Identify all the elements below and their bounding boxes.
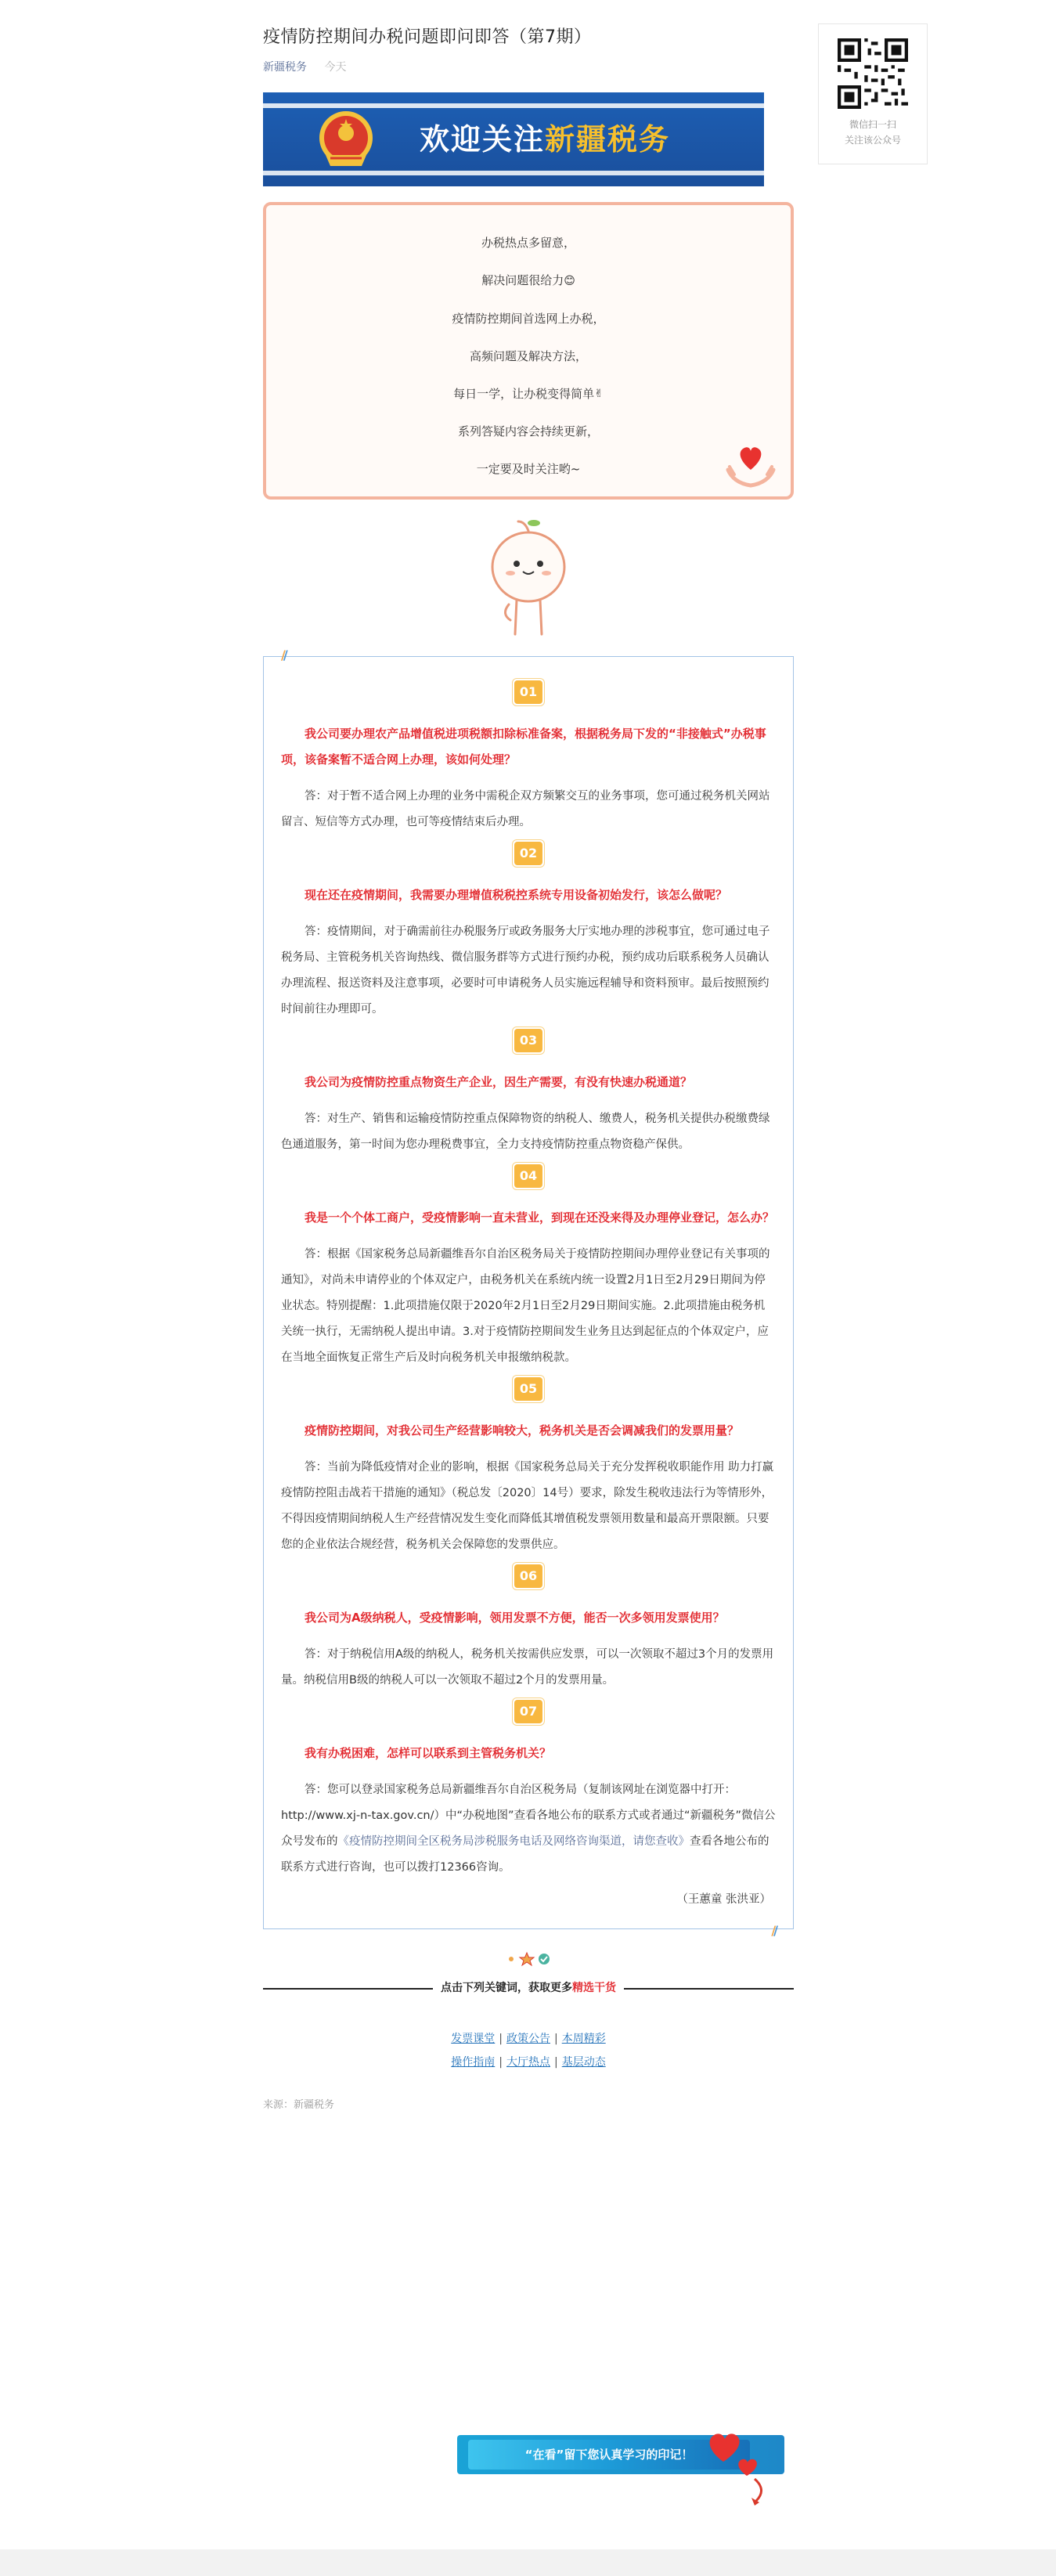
qr-code-icon[interactable] [838, 38, 908, 109]
answer-text: 答：根据《国家税务总局新疆维吾尔自治区税务局关于疫情防控期间办理停业登记有关事项的通知》，对尚未申请停业的个体双定户，由税务机关在系统内统一设置2月1日至2月29日期间为停业状态。特别提醒：1.此项措施仅限于2020年2月1日至2月29日期间实施。2.此项措施由税务机关统一执行，无需纳税人提出申请。3.对于疫情防控期间发生业务且达到起征点的个体双定户，应在当地全面恢复正常生产后及时向税务机关申报缴纳税款。 [281, 1248, 770, 1364]
banner-title [420, 119, 670, 160]
intro-line: 系列答疑内容会持续更新， [457, 424, 599, 438]
source-note: 来源：新疆税务 [263, 2099, 335, 2111]
qr-caption [819, 117, 927, 148]
article-title: 疫情防控期间办税问题即问即答（第7期） [263, 27, 592, 47]
keyword-row: 发票课堂 | 政策公告 | 本周精彩 [451, 2033, 606, 2045]
bottom-bar [0, 2549, 1056, 2576]
corner-slash-decoration: // [281, 648, 286, 662]
question-text: 疫情防控期间，对我公司生产经营影响较大，税务机关是否会调减我们的发票用量？ [305, 1423, 740, 1438]
welcome-banner [263, 92, 764, 186]
question-number-badge: 02 [514, 842, 542, 865]
intro-box [263, 202, 794, 500]
intro-line: 高频问题及解决方法， [469, 348, 587, 363]
article-content [263, 23, 794, 2113]
question-number-badge: 07 [514, 1700, 542, 1723]
intro-line: 解决问题很给力😊 [266, 262, 791, 300]
publish-date: 今天 [324, 61, 347, 74]
account-name-link[interactable]: 新疆税务 [263, 61, 307, 74]
question-text: 我有办税困难，怎样可以联系到主管税务机关？ [305, 1746, 552, 1760]
answer-text: 答：疫情期间，对于确需前往办税服务厅或政务服务大厅实地办理的涉税事宜，您可通过电子税务局、主管税务机关咨询热线、微信服务群等方式进行预约办税，预约成功后联系税务人员确认办理流程、报送资料及注意事项，必要时可申请税务人员实施远程辅导和资料预审。最后按照预约时间前往办理即可。 [281, 925, 770, 1016]
tax-emblem-icon [310, 103, 382, 175]
qr-card [818, 23, 928, 164]
footer-decoration [263, 1951, 794, 1971]
intro-line: 疫情防控期间首选网上办税， [452, 311, 605, 326]
answer-text: 答：对生产、销售和运输疫情防控重点保障物资的纳税人、缴费人，税务机关提供办税缴费绿色通道服务，第一时间为您办理税费事宜，全力支持疫情防控重点物资稳产保供。 [281, 1113, 770, 1151]
question-text: 我是一个个体工商户，受疫情影响一直未营业，到现在还没来得及办理停业登记，怎么办？ [305, 1210, 775, 1225]
question-number-badge: 04 [514, 1164, 542, 1188]
smile-emoji-icon: 😊 [564, 274, 575, 287]
corner-slash-decoration: // [771, 1923, 776, 1938]
keyword-link-hall[interactable]: 大厅热点 [506, 2056, 550, 2069]
question-number-badge: 03 [514, 1029, 542, 1052]
footer-divider [263, 1979, 794, 1997]
question-number-badge: 05 [514, 1377, 542, 1401]
banner-text-prefix: 欢迎关注 [420, 122, 546, 157]
intro-line: 办税热点多留意， [481, 236, 575, 250]
zaikan-banner[interactable] [457, 2424, 786, 2510]
keyword-link-guide[interactable]: 操作指南 [451, 2056, 496, 2069]
qa-frame [263, 648, 794, 1938]
article-link[interactable]: 《疫情防控期间全区税务局涉税服务电话及网络咨询渠道，请您查收》 [337, 1835, 690, 1848]
article-meta [263, 60, 794, 75]
qr-caption-line: 关注该公众号 [844, 135, 901, 146]
keyword-link-weekly[interactable]: 本周精彩 [561, 2033, 606, 2045]
zaikan-text: “在看”留下您认真学习的印记！ [468, 2440, 750, 2470]
banner-text-highlight: 新疆税务 [545, 122, 671, 157]
keyword-links [263, 2027, 794, 2074]
keyword-link-grassroots[interactable]: 基层动态 [561, 2056, 606, 2069]
question-number-badge: 06 [514, 1564, 542, 1588]
qa-item [281, 1700, 776, 1881]
intro-line: 每日一学，让办税变得简单✌ [266, 375, 791, 413]
qa-item [281, 1564, 776, 1694]
keyword-link-policy[interactable]: 政策公告 [506, 2033, 550, 2045]
question-text: 我公司为A级纳税人，受疫情影响，领用发票不方便，能否一次多领用发票使用？ [305, 1611, 725, 1625]
divider-text: 点击下列关键词，获取更多精选干货 [433, 1979, 624, 1997]
heart-hands-icon [723, 438, 778, 490]
answer-text: 答：对于暂不适合网上办理的业务中需税企双方频繁交互的业务事项，您可通过税务机关网站留言、短信等方式办理，也可等疫情结束后办理。 [281, 790, 770, 828]
question-text: 我公司要办理农产品增值税进项税额扣除标准备案，根据税务局下发的“非接触式”办税事项，该备案暂不适合网上办理，该如何处理？ [281, 727, 766, 767]
question-text: 现在还在疫情期间，我需要办理增值税税控系统专用设备初始发行，该怎么做呢？ [305, 888, 728, 902]
divider-accent: 精选干货 [572, 1982, 616, 1994]
keyword-row: 操作指南 | 大厅热点 | 基层动态 [451, 2056, 606, 2069]
qa-item [281, 680, 776, 835]
hearts-icon [692, 2424, 786, 2510]
author-signature: （王蕙童 张洪亚） [676, 1893, 771, 1906]
mascot-illustration-icon [485, 517, 571, 642]
question-number-badge: 01 [514, 680, 542, 704]
qa-item [281, 1377, 776, 1558]
answer-text: 答：您可以登录国家税务总局新疆维吾尔自治区税务局（复制该网址在浏览器中打开：http://www.xj-n-tax.gov.cn/）中“办税地图”查看各地公布的联系方式或者通过“新疆税务”微信公众号发布的《疫情防控期间全区税务局涉税服务电话及网络咨询渠道，请您查收》查看各地公布的联系方式进行咨询，也可以拨打12366咨询。 [281, 1784, 776, 1874]
keyword-link-invoice-class[interactable]: 发票课堂 [451, 2033, 496, 2045]
intro-line: 一定要及时关注哟~ [476, 462, 581, 476]
qr-caption-line: 微信扫一扫 [849, 119, 896, 130]
qa-item [281, 842, 776, 1023]
answer-text: 答：对于纳税信用A级的纳税人，税务机关按需供应发票，可以一次领取不超过3个月的发票用量。纳税信用B级的纳税人可以一次领取不超过2个月的发票用量。 [281, 1648, 774, 1687]
answer-text: 答：当前为降低疫情对企业的影响，根据《国家税务总局关于充分发挥税收职能作用 助力打赢疫情防控阻击战若干措施的通知》（税总发〔2020〕14号）要求，除发生税收违法行为等情形外，不得因疫情期间纳税人生产经营情况发生变化而降低其增值税发票领用数量和最高开票限额。只要您的企业依法合规经营，税务机关会保障您的发票供应。 [281, 1461, 774, 1551]
victory-hand-emoji-icon: ✌ [594, 388, 604, 400]
question-text: 我公司为疫情防控重点物资生产企业，因生产需要，有没有快速办税通道？ [305, 1075, 693, 1089]
star-badge-icon [505, 1951, 552, 1967]
qa-item [281, 1029, 776, 1158]
qa-item [281, 1164, 776, 1371]
